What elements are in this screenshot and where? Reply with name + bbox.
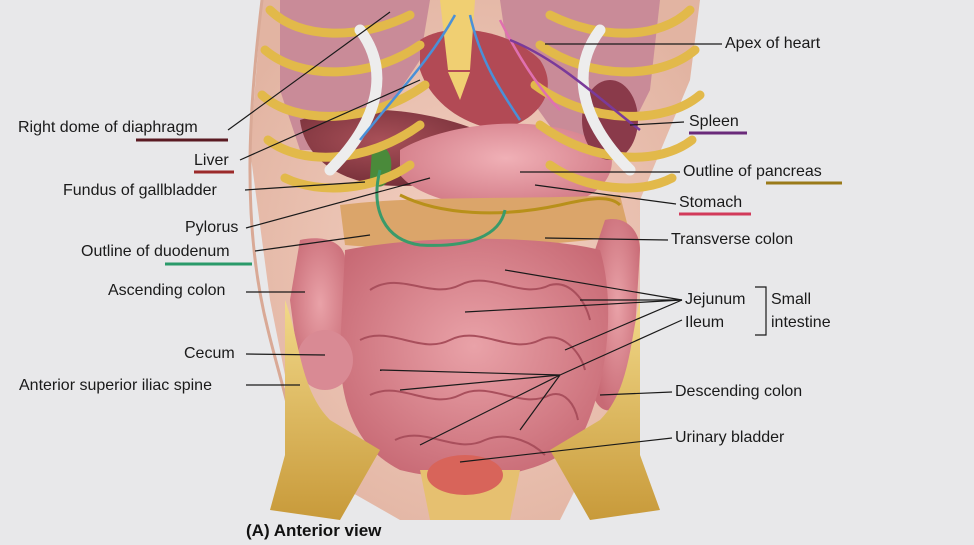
label-pylorus: Pylorus (185, 219, 239, 236)
label-outline-of-pancreas-prefix: Outline of (683, 163, 756, 180)
label-stomach: Stomach (679, 194, 743, 211)
label-outline-of-duodenum-prefix: Outline of (81, 243, 154, 260)
label-diaphragm: diaphragm (122, 119, 198, 136)
label-apex-of-heart: Apex of heart (725, 35, 821, 52)
label-fundus-of-gallbladder: Fundus of gallbladder (63, 182, 217, 199)
label-liver: Liver (194, 152, 229, 169)
label-cecum: Cecum (184, 345, 235, 362)
label-descending-colon: Descending colon (675, 383, 803, 400)
label-pancreas: pancreas (755, 163, 822, 180)
label-ileum: Ileum (685, 314, 725, 331)
label-right-dome-of-diaphragm (18, 119, 198, 137)
label-intestine: intestine (771, 314, 831, 331)
label-transverse-colon: Transverse colon (671, 231, 794, 248)
label-urinary-bladder: Urinary bladder (675, 429, 785, 446)
label-anterior-superior-iliac-spine: Anterior superior iliac spine (19, 377, 212, 394)
label-jejunum: Jejunum (685, 291, 746, 308)
label-duodenum: duodenum (153, 243, 230, 260)
label-ascending-colon: Ascending colon (108, 282, 226, 299)
label-outline-of-duodenum (81, 243, 230, 261)
label-small: Small (771, 291, 812, 308)
label-spleen: Spleen (689, 113, 739, 130)
label-outline-of-pancreas (683, 163, 822, 181)
label-right-dome-prefix: Right dome of (18, 119, 123, 136)
figure-caption: (A) Anterior view (246, 521, 382, 540)
